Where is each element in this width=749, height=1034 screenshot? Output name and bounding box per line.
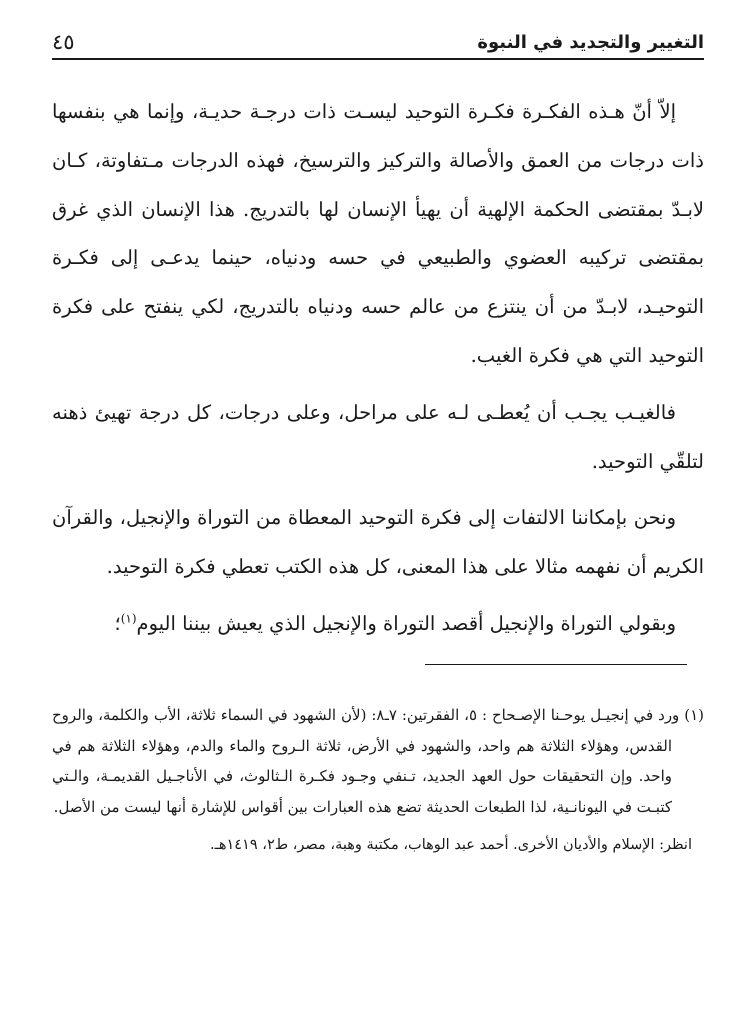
footnote-marker[interactable]: (١) xyxy=(120,611,137,626)
paragraph-3: ونحن بإمكاننا الالتفات إلى فكرة التوحيد المعطاة من التوراة والإنجيل، والقرآن الكريم أن نفهمه مثالا على هذا المعنى، كل هذه الكتب تعطي فكرة التوحيد. xyxy=(52,506,704,579)
paragraph-4-text: وبقولي التوراة والإنجيل أقصد التوراة والإنجيل الذي يعيش بيننا اليوم xyxy=(136,611,676,635)
footnote-divider xyxy=(425,664,687,665)
running-head-title: التغيير والتجديد في النبوة xyxy=(477,32,704,53)
footnote-reference: انظر: الإسلام والأديان الأخرى. أحمد عبد الوهاب، مكتبة وهبة، مصر، ط٢، ١٤١٩هـ. xyxy=(209,837,692,853)
paragraph-4-end: ؛ xyxy=(114,611,121,635)
page-number: ٤٥ xyxy=(52,30,75,54)
paragraph-1: إلاّ أنّ هـذه الفكـرة فكـرة التوحيد ليسـت ذات درجـة حديـة، وإنما هي بنفسها ذات درجات من العمق والأصالة والتركيز والترسيخ، فهذه الدرجات مـتفاوتة، كـان لابـدّ بمقتضى الحكمة الإلهية أن يهيأ الإنسان لها بالتدريج. هذا الإنسان الذي غرق بمقتضى تركيبه العضوي والطبيعي في حسه ودنياه، حينما يدعـى إلى فكـرة التوحيـد، لابـدّ من أن ينتزع من عالم حسه ودنياه بالتدريج، لكي ينفتح على فكرة التوحيد التي هي فكرة الغيب. xyxy=(52,100,704,367)
main-text xyxy=(52,88,704,657)
paragraph-2: فالغيـب يجـب أن يُعطـى لـه على مراحل، وعلى درجات، كل درجة تهيئ ذهنه لتلقّي التوحيد. xyxy=(52,400,704,473)
paragraph-4 xyxy=(52,600,704,649)
footnotes xyxy=(52,700,704,860)
footnote-1: (١) ورد في إنجيـل يوحـنا الإصـحاح : ٥، الفقرتين: ٧ـ٨: (لأن الشهود في السماء ثلاثة، الأب والكلمة، والروح القدس، وهؤلاء الثلاثة هم واحد، والشهود في الأرض، ثلاثة الـروح والماء والدم، وهؤلاء الثلاثة هم في واحد. وإن التحقيقات حول العهد الجديد، تـنفي وجـود فكـرة الـثالوث، في الأناجـيل القديمـة، والـتي كتبـت في اليونانـية، لذا الطبعات الحديثة تضع هذه العبارات بين أقواس للإشارة أنها ليست من الأصل. xyxy=(52,706,704,816)
running-head xyxy=(52,26,704,60)
